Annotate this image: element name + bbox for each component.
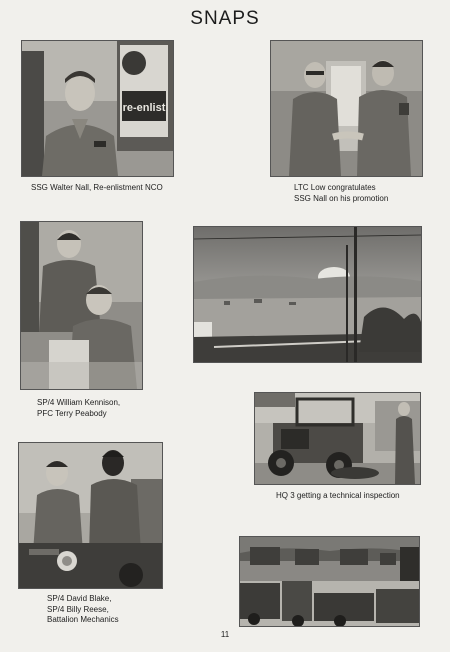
photo-vehicles <box>239 536 420 627</box>
caption-line: LTC Low congratulates <box>294 183 376 192</box>
caption-promotion <box>294 183 388 204</box>
caption-line: SP/4 William Kennison, <box>37 398 121 407</box>
poster-text: re-enlist <box>122 102 166 114</box>
photo-nall <box>21 40 174 177</box>
caption-line: Battalion Mechanics <box>47 615 119 624</box>
caption-mechanics <box>47 594 119 626</box>
caption-line: SSG Nall on his promotion <box>294 193 389 203</box>
photo-jeep <box>254 392 421 485</box>
caption-kennison <box>37 398 120 419</box>
caption-line: HQ 3 getting a technical inspection <box>276 491 400 500</box>
caption-line: SP/4 Billy Reese, <box>47 604 109 614</box>
photo-landscape <box>193 226 422 363</box>
page-number: 11 <box>220 630 230 639</box>
caption-line: SP/4 David Blake, <box>47 594 112 603</box>
photo-promotion <box>270 40 423 177</box>
caption-line: SSG Walter Nall, Re-enlistment NCO <box>31 183 163 192</box>
caption-line: PFC Terry Peabody <box>37 408 107 418</box>
photo-mechanics <box>18 442 163 589</box>
caption-nall <box>31 183 163 194</box>
photo-kennison <box>20 221 143 390</box>
caption-jeep <box>276 491 400 502</box>
page-title: SNAPS <box>190 8 260 29</box>
